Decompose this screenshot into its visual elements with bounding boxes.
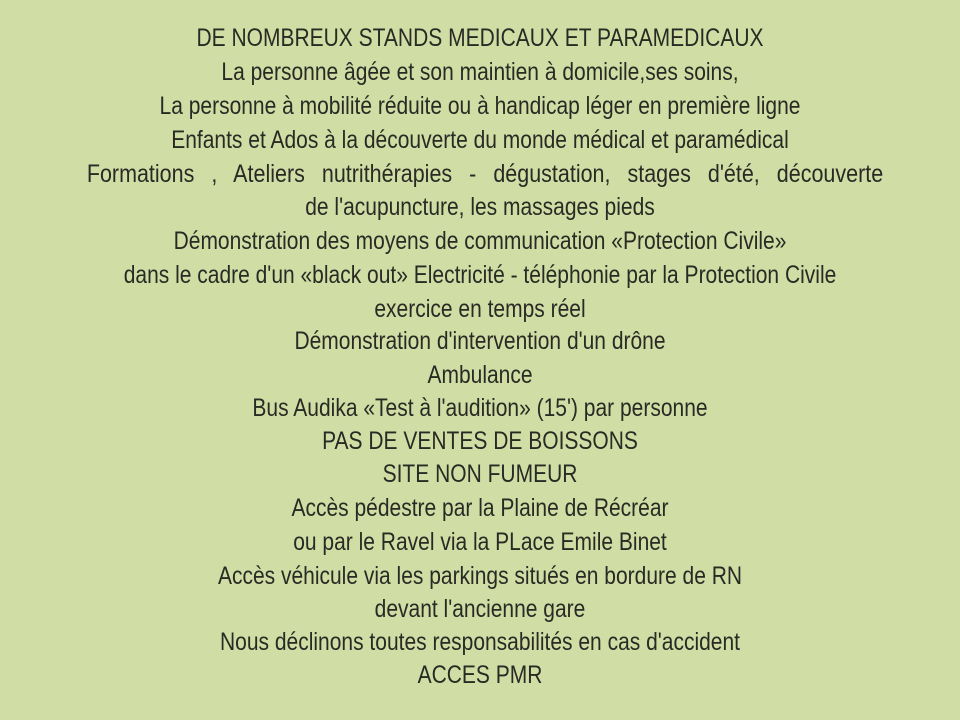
- text-line: Démonstration d'intervention d'un drône: [294, 327, 666, 355]
- text-line: de l'acupuncture, les massages pieds: [305, 193, 655, 221]
- notice-non-smoking-site: SITE NON FUMEUR: [382, 460, 578, 488]
- text-line: La personne âgée et son maintien à domicile,ses soins,: [221, 58, 739, 86]
- text-line: Accès pédestre par la Plaine de Récréar: [291, 494, 669, 522]
- disclaimer-text: Nous déclinons toutes responsabilités en cas d'accident: [220, 628, 740, 656]
- text-line: devant l'ancienne gare: [374, 595, 586, 623]
- text-line: Accès véhicule via les parkings situés en bordure de RN: [217, 562, 743, 590]
- text-line: ou par le Ravel via la PLace Emile Binet: [293, 528, 667, 556]
- text-line-justified: Formations , Ateliers nutrithérapies - dégustation, stages d'été, découverte: [86, 160, 884, 188]
- text-line: exercice en temps réel: [374, 295, 586, 323]
- text-line: Démonstration des moyens de communication «Protection Civile»: [173, 227, 787, 255]
- text-line: dans le cadre d'un «black out» Electricité - téléphonie par la Protection Civile: [123, 261, 837, 289]
- text-line: La personne à mobilité réduite ou à handicap léger en première ligne: [159, 92, 801, 120]
- headline-medical-stands: DE NOMBREUX STANDS MEDICAUX ET PARAMEDICAUX: [196, 24, 764, 52]
- text-line: Ambulance: [427, 361, 533, 389]
- notice-no-drinks-sales: PAS DE VENTES DE BOISSONS: [322, 427, 638, 455]
- notice-pmr-access: ACCES PMR: [417, 661, 543, 689]
- text-line: Enfants et Ados à la découverte du monde médical et paramédical: [171, 126, 789, 154]
- text-line: Bus Audika «Test à l'audition» (15') par personne: [252, 394, 708, 422]
